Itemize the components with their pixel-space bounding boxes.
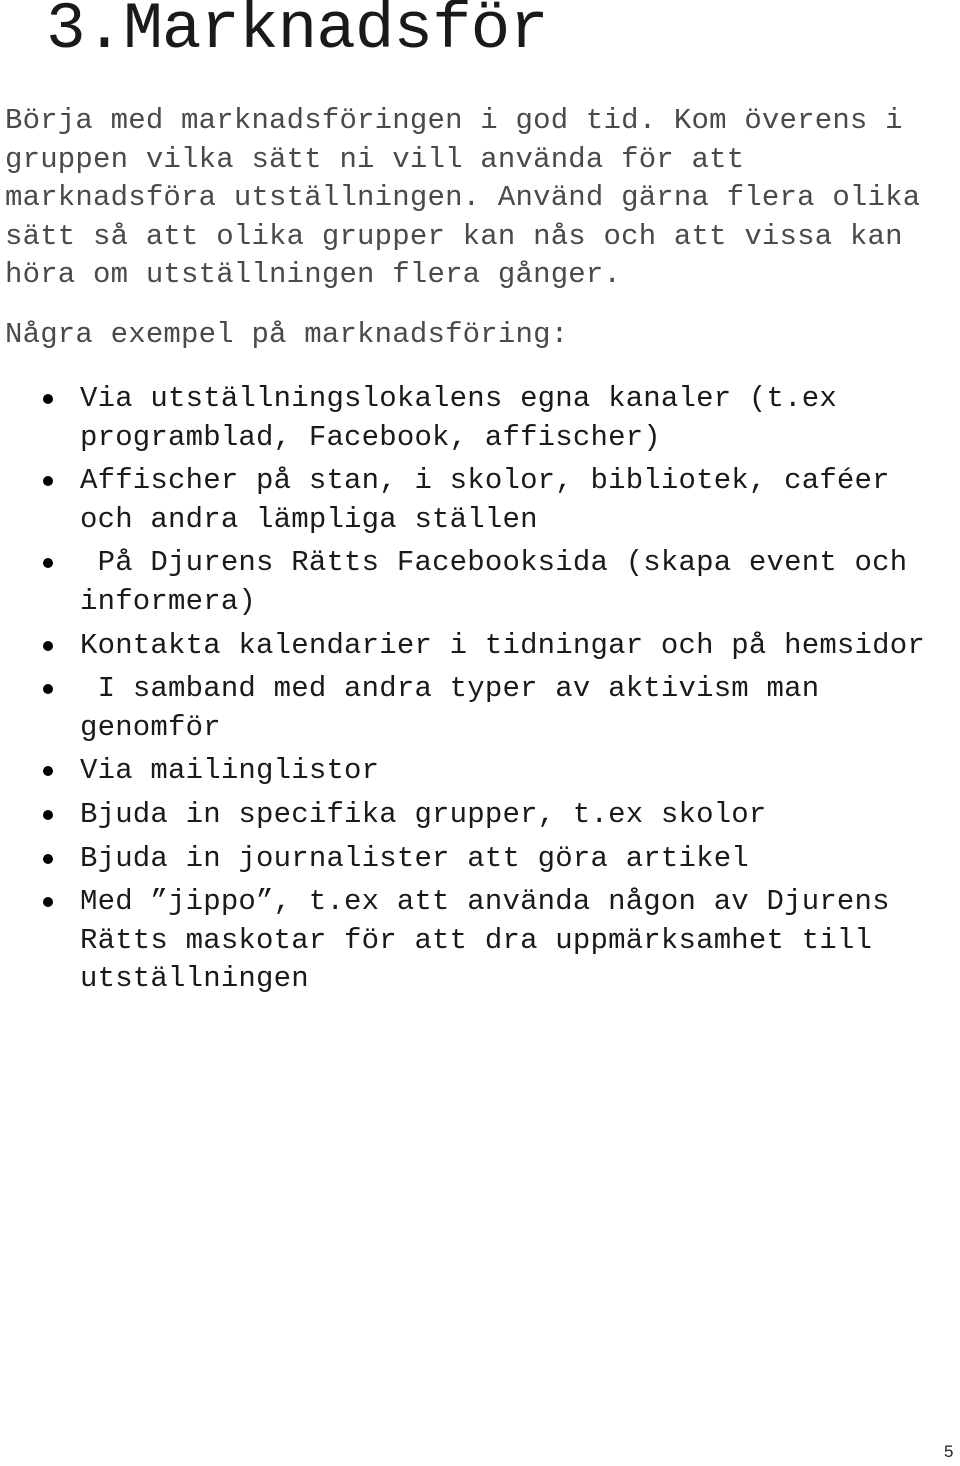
bullet-icon [43, 558, 53, 568]
bullet-icon [43, 897, 53, 907]
bullet-icon [43, 810, 53, 820]
bullet-text: I samband med andra typer av aktivism man genomför [80, 672, 837, 744]
bullet-icon [43, 854, 53, 864]
bullet-text: Affischer på stan, i skolor, bibliotek, caféer och andra lämpliga ställen [80, 464, 890, 536]
bullet-item [0, 670, 950, 747]
bullet-item [0, 380, 950, 457]
bullet-icon [43, 684, 53, 694]
bullet-item [0, 462, 950, 539]
bullet-text: Med ”jippo”, t.ex att använda någon av Djurens Rätts maskotar för att dra uppmärksamhet till utställningen [80, 885, 890, 996]
bullet-item [0, 752, 950, 791]
intro-paragraph: Börja med marknadsföringen i god tid. Kom överens i gruppen vilka sätt ni vill använda för att marknadsföra utställningen. Använd gärna flera olika sätt så att olika grupper kan nås och att vissa kan höra om utställningen flera gånger. [5, 104, 921, 292]
bullet-item [0, 883, 950, 999]
bullet-text: Kontakta kalendarier i tidningar och på hemsidor [80, 628, 925, 662]
bullet-icon [43, 394, 53, 404]
bullet-text: Bjuda in journalister att göra artikel [80, 841, 749, 875]
page-number: 5 [944, 1442, 954, 1461]
examples-lead: Några exempel på marknadsföring: [5, 318, 569, 351]
bullet-text: Via mailinglistor [80, 754, 380, 788]
bullet-icon [43, 641, 53, 651]
bullet-item [0, 840, 950, 879]
bullet-text: På Djurens Rätts Facebooksida (skapa event och informera) [80, 546, 925, 618]
marketing-bullet-list [0, 380, 950, 1004]
bullet-item [0, 796, 950, 835]
bullet-text: Via utställningslokalens egna kanaler (t.ex programblad, Facebook, affischer) [80, 382, 837, 454]
bullet-item [0, 627, 950, 666]
bullet-text: Bjuda in specifika grupper, t.ex skolor [80, 797, 767, 831]
bullet-item [0, 544, 950, 621]
page-heading: 3.Marknadsför [46, 0, 548, 67]
bullet-icon [43, 476, 53, 486]
bullet-icon [43, 766, 53, 776]
